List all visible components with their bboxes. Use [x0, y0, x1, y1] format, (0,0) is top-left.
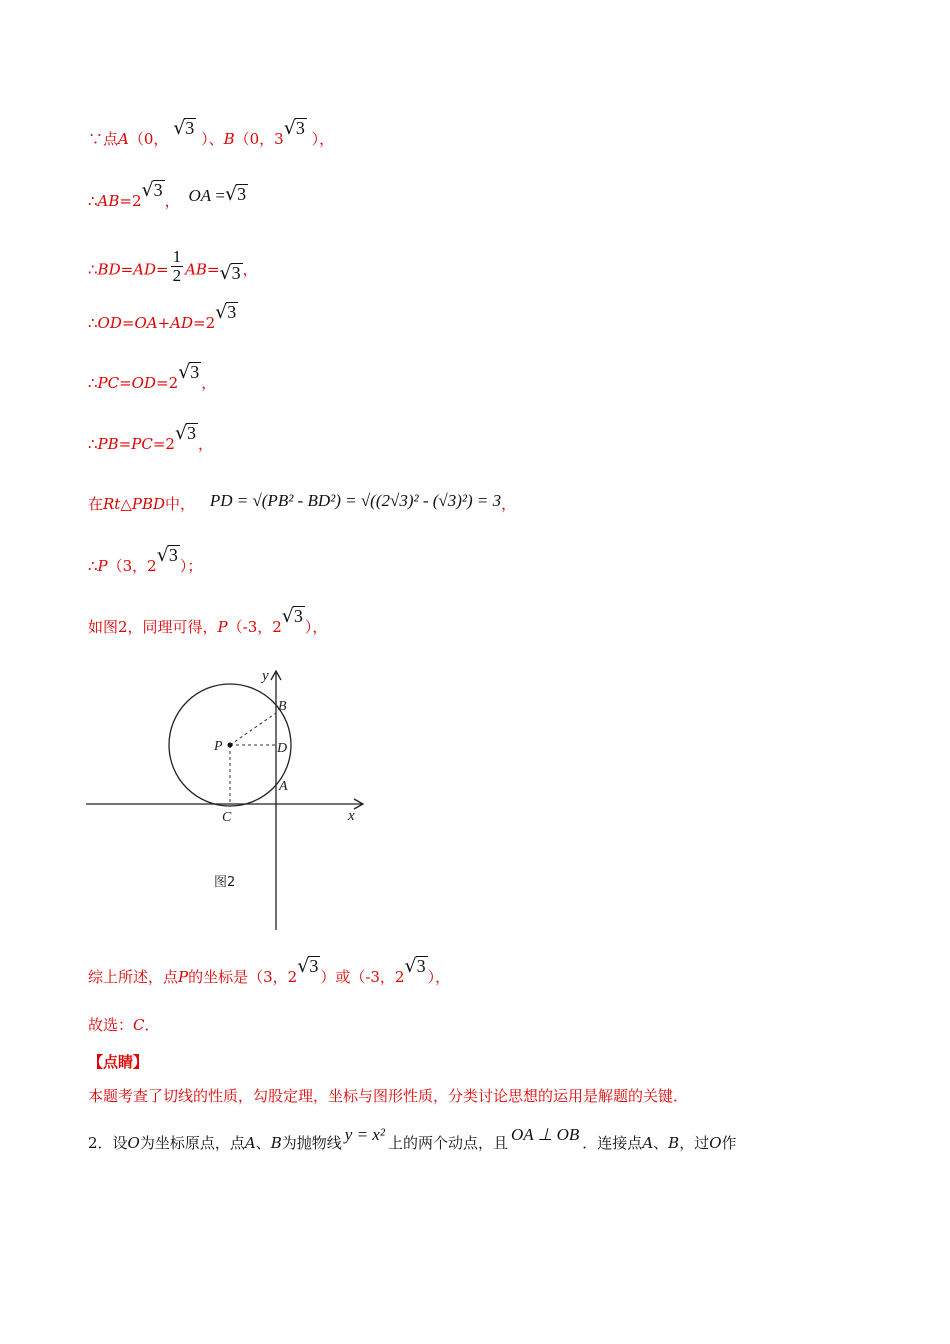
sqrt-3: √3 — [173, 117, 195, 139]
text: ∵点 — [88, 130, 119, 148]
sqrt-3: √3 — [174, 422, 197, 444]
answer-line: 故选：C． — [88, 1016, 160, 1034]
segment-oa: OA — [188, 186, 212, 205]
solution-line-9: 如图2，同理可得，P（-3，2√3）， — [88, 605, 328, 636]
pythagoras-formula: PD = √(PB² - BD²) = √((2√3)² - (√3)²) = 3 — [209, 491, 502, 510]
point-a: A — [118, 130, 129, 148]
solution-line-3: ∴BD=AD= $\frac{1}{2}$ AB=√3 ， — [88, 247, 258, 285]
fraction-half: $\frac{1}{2}$ — [172, 247, 182, 285]
sqrt-3: √3 — [224, 183, 247, 205]
dianjing-text: 本题考查了切线的性质，勾股定理，坐标与图形性质，分类讨论思想的运用是解题的关键． — [88, 1087, 689, 1105]
summary-line: 综上所述，点P的坐标是（3，2√3）或（-3，2√3）， — [88, 955, 451, 986]
dianjing-heading: 【点睛】 — [88, 1053, 149, 1071]
label-d: D — [277, 741, 288, 756]
text: （0， — [128, 130, 169, 148]
figure-2-diagram — [86, 660, 376, 935]
sqrt-3: √3 — [219, 261, 241, 284]
label-x: x — [348, 808, 355, 824]
label-a: A — [279, 779, 288, 794]
text: ）、 — [201, 130, 224, 148]
segment-ab: AB — [97, 192, 120, 210]
sqrt-3: √3 — [156, 544, 178, 566]
solution-line-8: ∴P（3，2√3）； — [88, 544, 203, 575]
label-c: C — [222, 810, 232, 825]
text: （0，3 — [234, 130, 284, 148]
sqrt-3: √3 — [281, 605, 303, 627]
question-2: 2．设O为坐标原点，点A、B为抛物线 y = x² 上的两个动点，且 OA ⊥ OB ．连接点A、B，过O作 — [88, 1125, 737, 1152]
figure-caption: 图2 — [214, 875, 236, 890]
label-p: P — [214, 739, 223, 754]
perpendicular-condition: OA ⊥ OB — [510, 1125, 580, 1144]
sqrt-3: √3 — [178, 361, 200, 383]
sqrt-3: √3 — [404, 955, 426, 977]
sqrt-3: √3 — [141, 179, 163, 201]
sqrt-3: √3 — [297, 955, 319, 977]
parabola-equation: y = x² — [344, 1125, 385, 1144]
sqrt-3: √3 — [283, 117, 305, 139]
label-b: B — [278, 699, 287, 714]
answer-choice: C — [133, 1016, 145, 1034]
segment-pb — [230, 713, 276, 745]
solution-line-2: ∴AB=2√3， OA =√3 — [88, 179, 247, 210]
solution-line-7: 在Rt△PBD中， PD = √(PB² - BD²) = √((2√3)² - (√3)²) = 3， — [88, 491, 517, 513]
text: ）， — [311, 130, 335, 148]
center-point-p — [228, 743, 233, 748]
solution-line-5: ∴PC=OD=2√3， — [88, 361, 217, 392]
solution-line-1 — [88, 117, 335, 149]
label-y: y — [262, 668, 269, 684]
solution-line-4: ∴OD=OA+AD=2√3 — [88, 301, 237, 332]
sqrt-3: √3 — [215, 301, 237, 323]
point-b: B — [223, 130, 235, 148]
solution-line-6: ∴PB=PC=2√3， — [88, 422, 214, 453]
